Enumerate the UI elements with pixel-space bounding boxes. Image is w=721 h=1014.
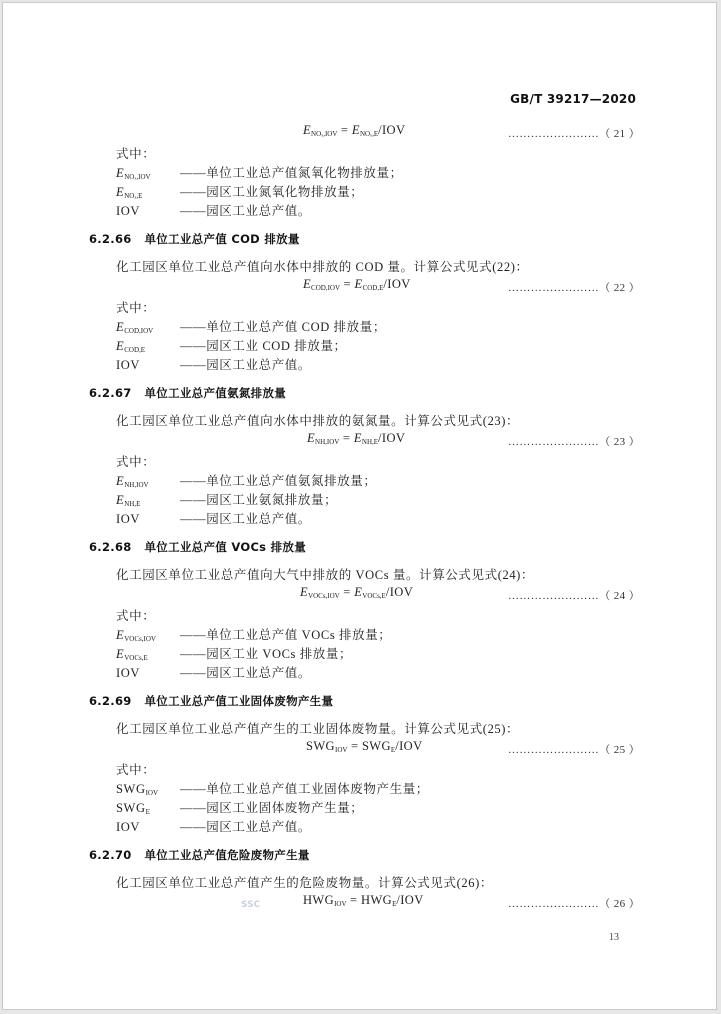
equation-number-25: ……………………（ 25 ）: [508, 744, 641, 756]
formula-25: $SWG_{IOV} = SWG_E/IOV$: [306, 739, 423, 754]
section-heading: 6.2.66 单位工业总产值 COD 排放量: [89, 232, 300, 246]
definition-line: IOV ——园区工业总产值。: [116, 204, 312, 218]
section-intro: 化工园区单位工业总产值产生的工业固体废物量。计算公式见式(25)：: [116, 722, 520, 736]
formula-26: $HWG_{IOV} = HWG_E/IOV$: [303, 893, 424, 908]
standard-number: GB/T 39217—2020: [510, 92, 636, 106]
where-label: 式中：: [116, 763, 156, 777]
section-intro: 化工园区单位工业总产值向水体中排放的 COD 量。计算公式见式(22)：: [116, 260, 529, 274]
equation-number-23: ……………………（ 23 ）: [508, 436, 641, 448]
definition-line: $SWG_{IOV}$ ——单位工业总产值工业固体废物产生量；: [116, 782, 429, 797]
definition-line: $SWG_E$ ——园区工业固体废物产生量；: [116, 801, 364, 816]
equation-number-21: ……………………（ 21 ）: [508, 128, 641, 140]
formula-24: $E_{VOCs,IOV} = E_{VOCs,E}/IOV$: [300, 585, 414, 600]
section-intro: 化工园区单位工业总产值产生的危险废物量。计算公式见式(26)：: [116, 876, 493, 890]
section-intro: 化工园区单位工业总产值向水体中排放的氨氮量。计算公式见式(23)：: [116, 414, 520, 428]
definition-line: $E_{NH,E}$ ——园区工业氨氮排放量；: [116, 493, 338, 508]
where-label: 式中：: [116, 147, 156, 161]
definition-line: IOV ——园区工业总产值。: [116, 512, 312, 526]
definition-line: $E_{VOCs,IOV}$ ——单位工业总产值 VOCs 排放量；: [116, 628, 392, 643]
watermark-stamp: SSC: [241, 900, 261, 910]
definition-line: $E_{COD,IOV}$ ——单位工业总产值 COD 排放量；: [116, 320, 386, 335]
definition-line: $E_{NO_x,E}$ ——园区工业氮氧化物排放量；: [116, 185, 364, 200]
where-label: 式中：: [116, 609, 156, 623]
definition-line: $E_{NH,IOV}$ ——单位工业总产值氨氮排放量；: [116, 474, 377, 489]
page-number: 13: [609, 932, 619, 943]
definition-line: $E_{NO_x,IOV}$ ——单位工业总产值氮氧化物排放量；: [116, 166, 403, 181]
definition-line: $E_{VOCs,E}$ ——园区工业 VOCs 排放量；: [116, 647, 353, 662]
definition-line: $E_{COD,E}$ ——园区工业 COD 排放量；: [116, 339, 347, 354]
section-heading: 6.2.68 单位工业总产值 VOCs 排放量: [89, 540, 307, 554]
equation-number-24: ……………………（ 24 ）: [508, 590, 641, 602]
where-label: 式中：: [116, 455, 156, 469]
equation-number-26: ……………………（ 26 ）: [508, 898, 641, 910]
definition-line: IOV ——园区工业总产值。: [116, 666, 312, 680]
section-heading: 6.2.67 单位工业总产值氨氮排放量: [89, 386, 287, 400]
section-heading: 6.2.69 单位工业总产值工业固体废物产生量: [89, 694, 334, 708]
formula-21: $E_{NO_x,IOV} = E_{NO_x,E}/IOV$: [303, 123, 406, 138]
formula-23: $E_{NH,IOV} = E_{NH,E}/IOV$: [307, 431, 406, 446]
equation-number-22: ……………………（ 22 ）: [508, 282, 641, 294]
document-page: [2, 2, 717, 1010]
formula-22: $E_{COD,IOV} = E_{COD,E}/IOV$: [303, 277, 411, 292]
section-intro: 化工园区单位工业总产值向大气中排放的 VOCs 量。计算公式见式(24)：: [116, 568, 535, 582]
section-heading: 6.2.70 单位工业总产值危险废物产生量: [89, 848, 310, 862]
definition-line: IOV ——园区工业总产值。: [116, 820, 312, 834]
where-label: 式中：: [116, 301, 156, 315]
definition-line: IOV ——园区工业总产值。: [116, 358, 312, 372]
